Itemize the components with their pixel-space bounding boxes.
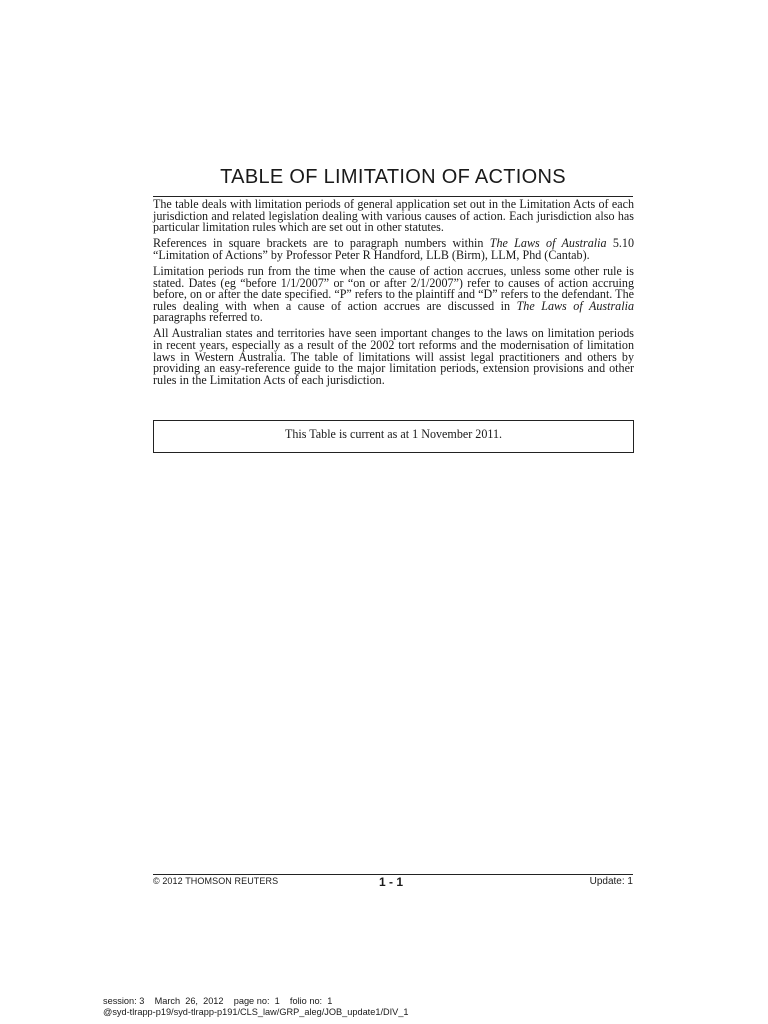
currency-notice: This Table is current as at 1 November 2011. — [284, 427, 503, 441]
intro-paragraph-1: The table deals with limitation periods of general application set out in the Limitation Acts of each jurisdiction and related legislation dealing with various causes of action. Each jurisdiction also has particular limitation rules which are set out in other statutes. — [153, 197, 634, 235]
page-title: TABLE OF LIMITATION OF ACTIONS — [220, 166, 566, 188]
intro-paragraph-2 — [153, 238, 634, 261]
paragraph-3-text-start: Limitation periods run from the time when the cause of action accrues, unless some other rule is stated. Dates (eg “before 1/1/2007” or “on or after 2/1/2007”) refer to causes of action accruing before, on or after the date specified. “P” refers to the plaintiff and “D” refers to the defendant. The rules dealing with when a cause of action accrues are discussed in — [153, 263, 634, 313]
update-label: Update: 1 — [589, 876, 633, 887]
laws-of-australia-title: The Laws of Australia — [516, 298, 634, 313]
laws-of-australia-title: The Laws of Australia — [489, 236, 607, 251]
currency-notice-box — [153, 420, 634, 453]
intro-text — [153, 199, 634, 391]
paragraph-2-text-start: References in square brackets are to paragraph numbers within — [153, 236, 490, 251]
intro-paragraph-4: All Australian states and territories have seen important changes to the laws on limitation periods in recent years, especially as a result of the 2002 tort reforms and the modernisation of limitation laws in Western Australia. The table of limitations will assist legal practitioners and others by providing an easy-reference guide to the major limitation periods, extension provisions and other rules in the Limitation Acts of each jurisdiction. — [153, 326, 634, 387]
paragraph-3-text-end: paragraphs referred to. — [153, 310, 263, 325]
session-line: session: 3 March 26, 2012 page no: 1 folio no: 1 — [103, 996, 333, 1006]
page-number: 1 - 1 — [379, 875, 404, 889]
copyright-notice: © 2012 THOMSON REUTERS — [153, 876, 279, 886]
intro-paragraph-3 — [153, 263, 634, 325]
job-path: @syd-tlrapp-p19/syd-tlrapp-p191/CLS_law/GRP_aleg/JOB_update1/DIV_1 — [103, 1007, 409, 1017]
session-info — [103, 996, 409, 1018]
paragraph-2-text-end: 5.10 “Limitation of Actions” by Professor Peter R Handford, LLB (Birm), LLM, Phd (Cantab). — [153, 236, 634, 262]
